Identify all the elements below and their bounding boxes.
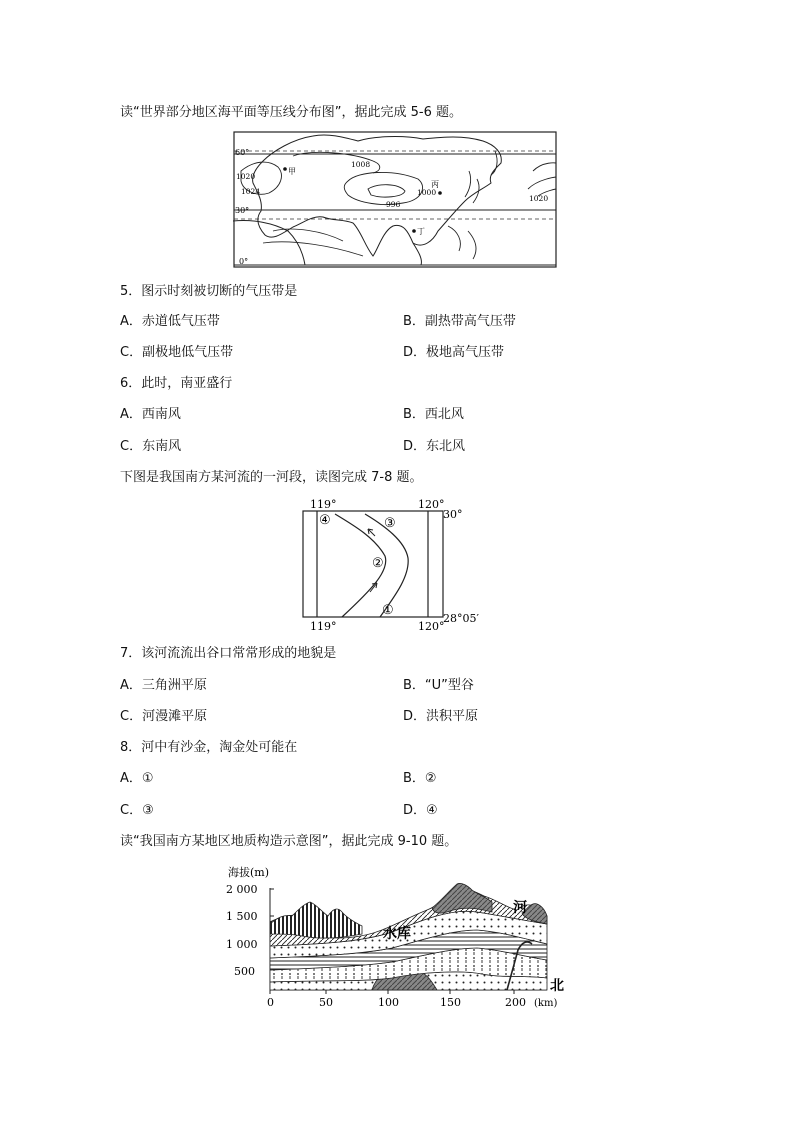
isobar-label-1008: 1008: [351, 160, 371, 169]
isobar-label-996: 996: [386, 200, 401, 209]
q8-option-d[interactable]: D．④: [403, 803, 438, 818]
q5-stem: 5．图示时刻被切断的气压带是: [120, 284, 298, 299]
q5-option-b[interactable]: B．副热带高气压带: [403, 314, 516, 329]
q6-option-a[interactable]: A．西南风: [120, 407, 181, 422]
isobar-label-1000: 1000: [417, 188, 437, 197]
q6-option-d[interactable]: D．东北风: [403, 439, 466, 454]
profile-xtick-200: 200: [505, 996, 526, 1009]
profile-ytick-500: 500: [234, 965, 255, 978]
point-1: ①: [382, 603, 394, 618]
profile-ytick-2000: 2 000: [226, 883, 258, 896]
profile-ytick-1000: 1 000: [226, 938, 258, 951]
q5-option-a[interactable]: A．赤道低气压带: [120, 314, 220, 329]
isobar-label-1024: 1024: [241, 187, 261, 196]
q7-option-b[interactable]: B．“U”型谷: [403, 678, 474, 693]
profile-ytick-1500: 1 500: [226, 910, 258, 923]
isobar-label-1020-east: 1020: [529, 194, 549, 203]
intro-5-6: 读“世界部分地区海平面等压线分布图”，据此完成 5-6 题。: [120, 105, 462, 120]
q5-option-d[interactable]: D．极地高气压带: [403, 345, 505, 360]
label-river: 河: [513, 900, 527, 916]
lat-0: 0°: [239, 257, 249, 266]
profile-xtick-100: 100: [378, 996, 399, 1009]
lon-right-bottom: 120°: [418, 620, 445, 633]
q8-stem: 8．河中有沙金，淘金处可能在: [120, 740, 298, 755]
isobar-label-1020-west: 1020: [236, 172, 256, 181]
isobar-map: [233, 131, 557, 268]
q7-option-d[interactable]: D．洪积平原: [403, 709, 479, 724]
place-ding: 丁: [417, 227, 425, 236]
q5-option-c[interactable]: C．副极地低气压带: [120, 345, 234, 360]
q7-option-c[interactable]: C．河漫滩平原: [120, 709, 208, 724]
geology-profile: [222, 860, 574, 1010]
lon-right-top: 120°: [418, 498, 445, 511]
q8-option-a[interactable]: A．①: [120, 771, 154, 786]
profile-xtick-0: 0: [267, 996, 274, 1009]
intro-9-10: 读“我国南方某地区地质构造示意图”，据此完成 9-10 题。: [120, 834, 458, 849]
lon-left-top: 119°: [310, 498, 337, 511]
place-bing-dot: [438, 191, 442, 195]
profile-xtick-50: 50: [319, 996, 333, 1009]
q7-option-a[interactable]: A．三角洲平原: [120, 678, 207, 693]
place-jia-dot: [283, 167, 287, 171]
point-2: ②: [372, 556, 384, 571]
lon-left-bottom: 119°: [310, 620, 337, 633]
lat-bottom: 28°05′: [443, 612, 479, 625]
profile-xunit: (km): [534, 998, 558, 1009]
lat-60: 60°: [235, 148, 250, 157]
river-map: [300, 496, 500, 634]
q8-option-b[interactable]: B．②: [403, 771, 437, 786]
q6-option-b[interactable]: B．西北风: [403, 407, 464, 422]
profile-xtick-150: 150: [440, 996, 461, 1009]
point-4: ④: [319, 513, 331, 528]
label-north: 北: [550, 978, 564, 994]
lat-top: 30°: [443, 508, 463, 521]
label-reservoir: 水库: [383, 926, 411, 942]
place-jia: 甲: [288, 167, 296, 176]
intro-7-8: 下图是我国南方某河流的一河段，读图完成 7-8 题。: [120, 470, 423, 485]
q7-stem: 7．该河流流出谷口常常形成的地貌是: [120, 646, 337, 661]
place-bing: 丙: [431, 180, 439, 189]
q6-stem: 6．此时，南亚盛行: [120, 376, 233, 391]
point-3: ③: [384, 516, 396, 531]
q6-option-c[interactable]: C．东南风: [120, 439, 182, 454]
q8-option-c[interactable]: C．③: [120, 803, 154, 818]
lat-30: 30°: [235, 206, 250, 215]
profile-ylabel: 海拔(m): [228, 866, 270, 879]
place-ding-dot: [412, 229, 416, 233]
